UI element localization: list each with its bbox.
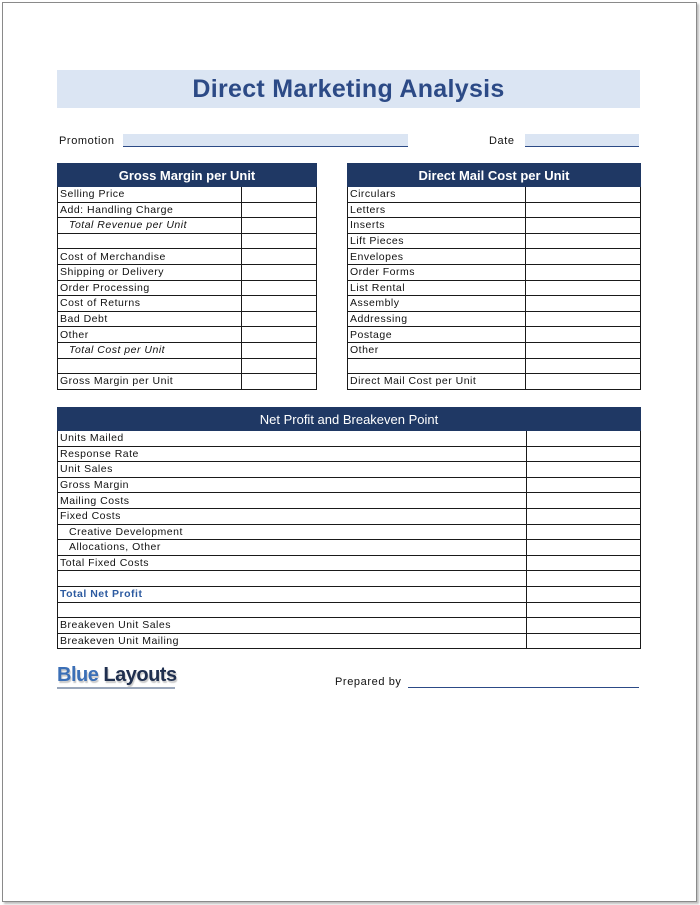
row-label: Mailing Costs (58, 493, 527, 509)
table-row (58, 508, 641, 524)
table-row (348, 187, 641, 203)
value-cell[interactable] (242, 311, 317, 327)
date-label: Date (489, 135, 515, 147)
table-row (348, 342, 641, 358)
table-row (58, 218, 317, 234)
table-row (348, 218, 641, 234)
row-label: Cost of Merchandise (58, 249, 242, 265)
promotion-label: Promotion (59, 135, 115, 147)
value-cell[interactable] (526, 342, 641, 358)
table-row (58, 586, 641, 602)
logo-text-layouts: Layouts (103, 664, 177, 686)
prepared-by-line[interactable] (408, 687, 639, 688)
table-row (58, 327, 317, 343)
table-row (348, 358, 641, 374)
row-label: Breakeven Unit Mailing (58, 633, 527, 649)
table-row (58, 540, 641, 556)
date-field[interactable] (525, 134, 639, 147)
row-label: Letters (348, 202, 526, 218)
table-row (58, 187, 317, 203)
row-label (58, 233, 242, 249)
value-cell[interactable] (527, 633, 641, 649)
table-row (58, 493, 641, 509)
row-label: Total Revenue per Unit (58, 218, 242, 234)
value-cell[interactable] (242, 264, 317, 280)
row-label: Circulars (348, 187, 526, 203)
table-row (58, 249, 317, 265)
page-title: Direct Marketing Analysis (192, 74, 505, 103)
row-label: Total Fixed Costs (58, 555, 527, 571)
value-cell[interactable] (527, 508, 641, 524)
table-row (58, 571, 641, 587)
table-row (58, 633, 641, 649)
row-label: Other (58, 327, 242, 343)
value-cell[interactable] (242, 296, 317, 312)
value-cell[interactable] (242, 187, 317, 203)
row-label (58, 571, 527, 587)
value-cell[interactable] (526, 280, 641, 296)
value-cell[interactable] (527, 524, 641, 540)
value-cell[interactable] (526, 358, 641, 374)
row-label: Inserts (348, 218, 526, 234)
table-row (348, 202, 641, 218)
row-label: Gross Margin (58, 477, 527, 493)
value-cell[interactable] (242, 202, 317, 218)
title-banner (57, 70, 640, 108)
row-label: Cost of Returns (58, 296, 242, 312)
blue-layouts-logo (57, 664, 177, 687)
table-row (348, 374, 641, 390)
table-row (58, 524, 641, 540)
value-cell[interactable] (526, 218, 641, 234)
value-cell[interactable] (527, 555, 641, 571)
logo-underline (57, 687, 175, 689)
table-row (58, 462, 641, 478)
prepared-by-label: Prepared by (335, 676, 402, 688)
value-cell[interactable] (526, 187, 641, 203)
direct-mail-table (347, 163, 641, 390)
row-label (58, 602, 527, 618)
value-cell[interactable] (527, 618, 641, 634)
value-cell[interactable] (526, 296, 641, 312)
gross-margin-heading: Gross Margin per Unit (58, 164, 317, 187)
row-label: Breakeven Unit Sales (58, 618, 527, 634)
row-label: Assembly (348, 296, 526, 312)
value-cell[interactable] (242, 374, 317, 390)
table-row (58, 618, 641, 634)
row-label: Selling Price (58, 187, 242, 203)
table-row (58, 342, 317, 358)
value-cell[interactable] (526, 202, 641, 218)
value-cell[interactable] (527, 602, 641, 618)
row-label: Direct Mail Cost per Unit (348, 374, 526, 390)
value-cell[interactable] (526, 264, 641, 280)
value-cell[interactable] (526, 327, 641, 343)
row-label: Postage (348, 327, 526, 343)
value-cell[interactable] (527, 446, 641, 462)
table-row (58, 280, 317, 296)
table-row (58, 555, 641, 571)
row-label: Response Rate (58, 446, 527, 462)
table-row (58, 431, 641, 447)
table-row (58, 264, 317, 280)
value-cell[interactable] (242, 249, 317, 265)
value-cell[interactable] (527, 477, 641, 493)
row-label: Bad Debt (58, 311, 242, 327)
row-label: Envelopes (348, 249, 526, 265)
table-row (348, 264, 641, 280)
table-row (58, 477, 641, 493)
table-row (348, 233, 641, 249)
value-cell[interactable] (242, 342, 317, 358)
value-cell[interactable] (242, 358, 317, 374)
row-label: Lift Pieces (348, 233, 526, 249)
table-row (58, 602, 641, 618)
value-cell[interactable] (242, 327, 317, 343)
row-label: Creative Development (58, 524, 527, 540)
table-row (348, 249, 641, 265)
value-cell[interactable] (527, 493, 641, 509)
row-label: Other (348, 342, 526, 358)
value-cell[interactable] (242, 233, 317, 249)
value-cell[interactable] (527, 462, 641, 478)
row-label: Units Mailed (58, 431, 527, 447)
gross-margin-table (57, 163, 317, 390)
row-label: Total Cost per Unit (58, 342, 242, 358)
table-row (58, 311, 317, 327)
table-row (58, 233, 317, 249)
table-row (348, 311, 641, 327)
table-row (348, 327, 641, 343)
row-label: Allocations, Other (58, 540, 527, 556)
promotion-field[interactable] (123, 134, 408, 147)
row-label (348, 358, 526, 374)
value-cell[interactable] (527, 431, 641, 447)
value-cell[interactable] (526, 374, 641, 390)
row-label: Unit Sales (58, 462, 527, 478)
net-profit-heading: Net Profit and Breakeven Point (58, 408, 641, 431)
row-label: Addressing (348, 311, 526, 327)
row-label: Order Forms (348, 264, 526, 280)
row-label: List Rental (348, 280, 526, 296)
row-label (58, 358, 242, 374)
table-row (348, 296, 641, 312)
value-cell[interactable] (527, 586, 641, 602)
value-cell[interactable] (526, 233, 641, 249)
value-cell[interactable] (242, 218, 317, 234)
table-row (58, 374, 317, 390)
direct-mail-heading: Direct Mail Cost per Unit (348, 164, 641, 187)
row-label: Add: Handling Charge (58, 202, 242, 218)
value-cell[interactable] (526, 249, 641, 265)
table-row (58, 446, 641, 462)
value-cell[interactable] (526, 311, 641, 327)
row-label: Shipping or Delivery (58, 264, 242, 280)
row-label: Order Processing (58, 280, 242, 296)
logo-text-blue: Blue (57, 664, 99, 686)
table-row (58, 296, 317, 312)
table-row (58, 202, 317, 218)
net-profit-table (57, 407, 641, 649)
value-cell[interactable] (242, 280, 317, 296)
table-row (58, 358, 317, 374)
value-cell[interactable] (527, 571, 641, 587)
row-label: Gross Margin per Unit (58, 374, 242, 390)
table-row (348, 280, 641, 296)
row-label: Fixed Costs (58, 508, 527, 524)
value-cell[interactable] (527, 540, 641, 556)
row-label: Total Net Profit (58, 586, 527, 602)
